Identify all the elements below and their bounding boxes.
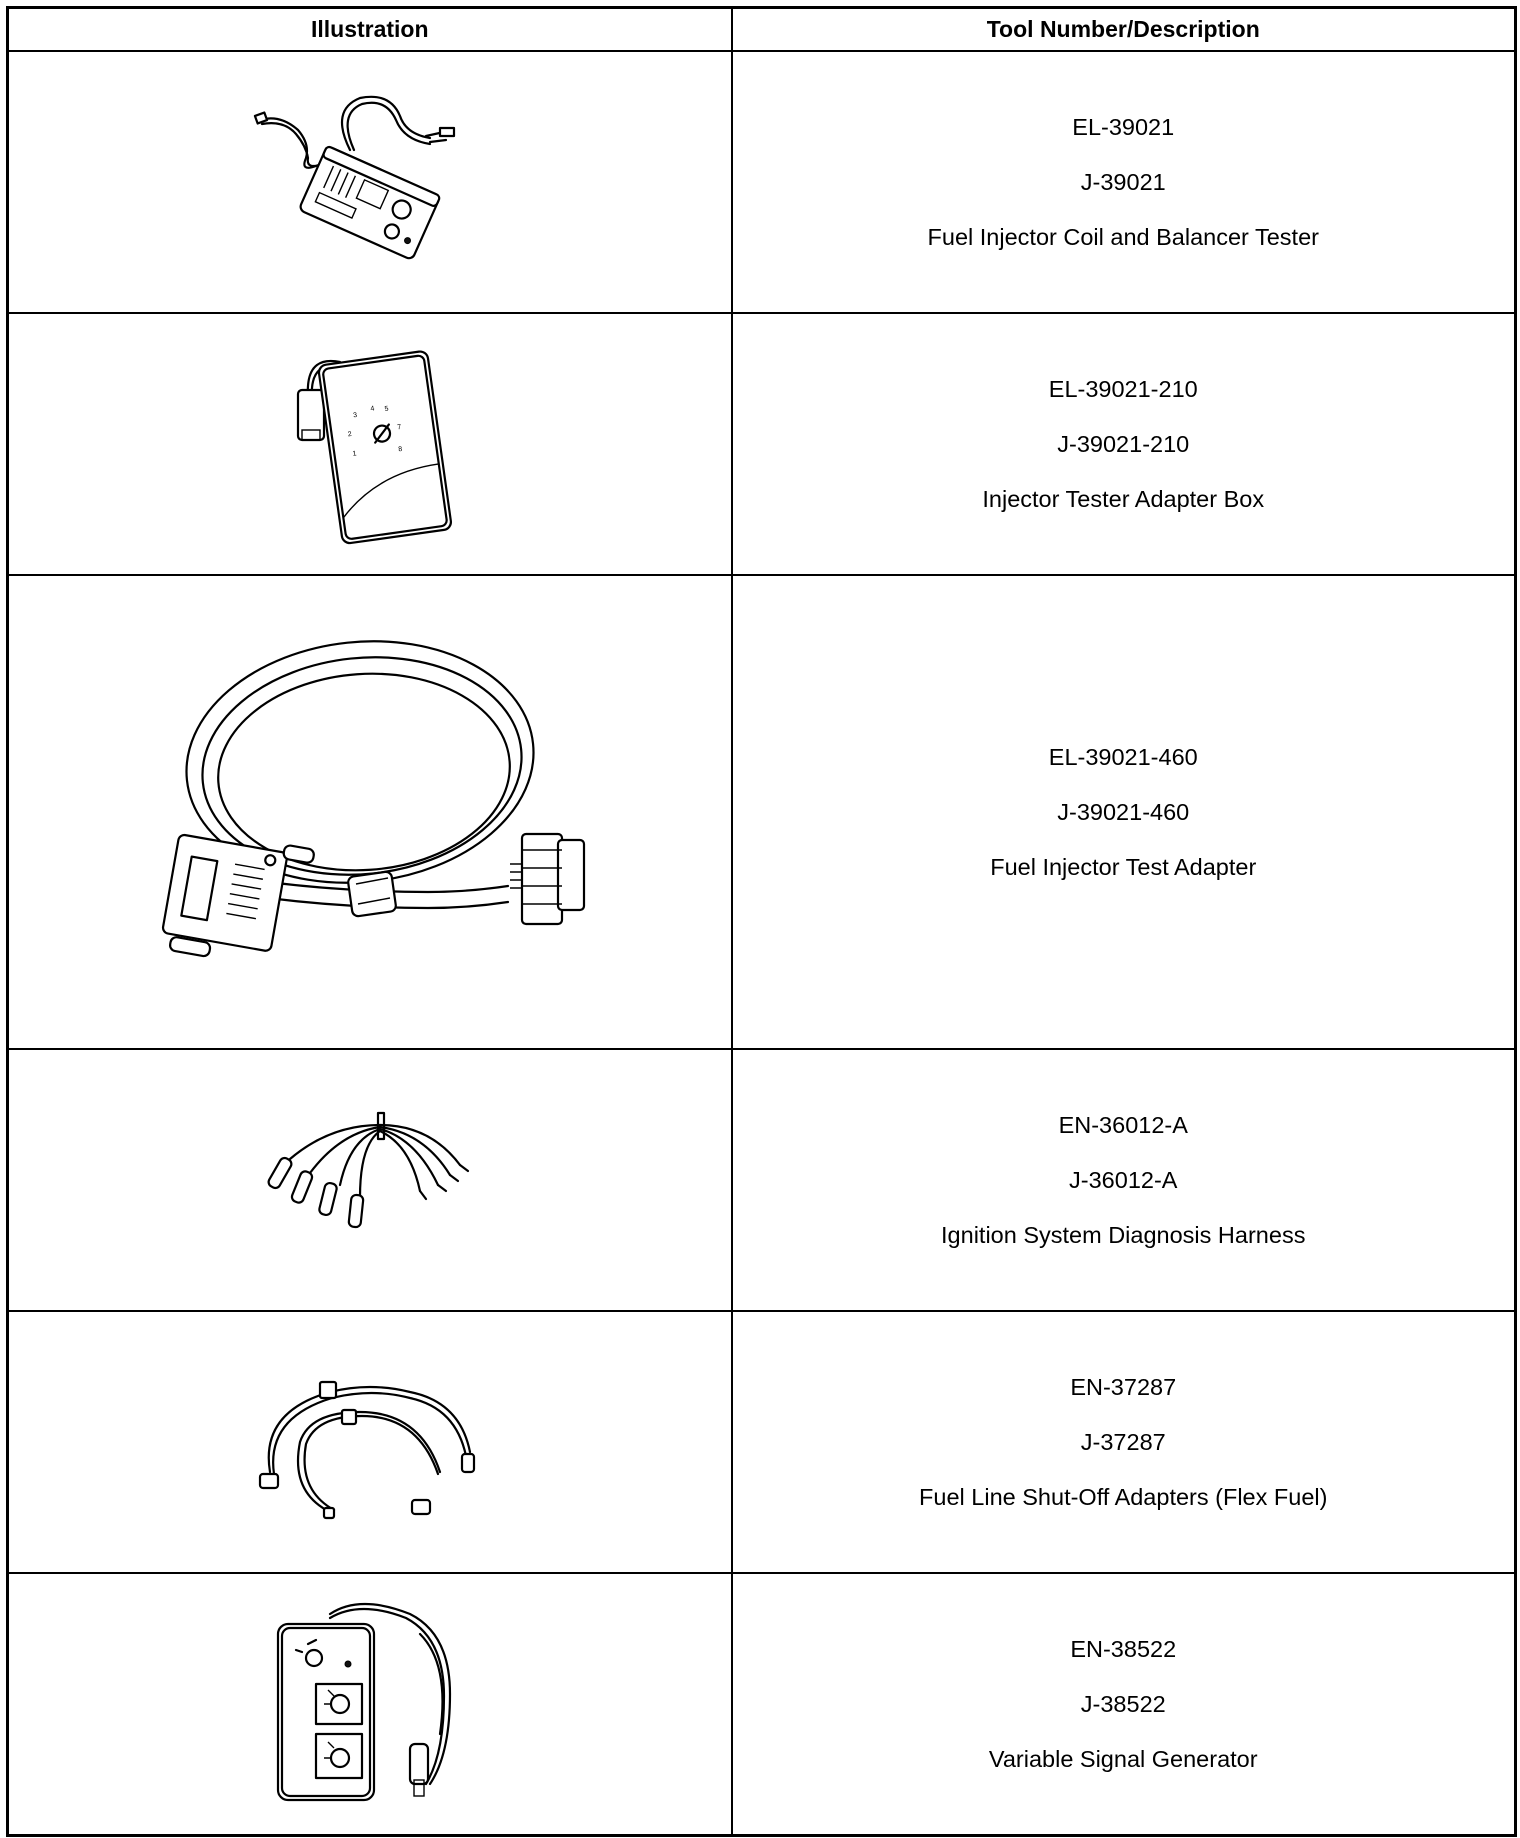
illustration-cell <box>8 575 732 1049</box>
tool-description: Fuel Line Shut-Off Adapters (Flex Fuel) <box>919 1483 1328 1510</box>
illustration-cell <box>8 313 732 575</box>
tool-description-cell <box>732 51 1516 313</box>
tool-description: Fuel Injector Test Adapter <box>990 853 1257 880</box>
tool-column-header: Tool Number/Description <box>732 8 1516 52</box>
j-tool-number: J-36012-A <box>1069 1166 1178 1193</box>
table-row <box>8 1311 1516 1573</box>
tool-description: Variable Signal Generator <box>988 1745 1258 1772</box>
dial-label: 8 <box>397 445 403 454</box>
table-row <box>8 575 1516 1049</box>
j-tool-number: J-37287 <box>1080 1428 1166 1455</box>
table-header-row <box>8 8 1516 52</box>
illustration-cell <box>8 1049 732 1311</box>
illustration-cell <box>8 1573 732 1836</box>
table-row <box>8 1049 1516 1311</box>
el-tool-number: EN-38522 <box>1070 1635 1177 1662</box>
illustration-cell <box>8 51 732 313</box>
j-tool-number: J-39021-460 <box>1057 798 1190 825</box>
el-tool-number: EL-39021 <box>1072 113 1175 140</box>
tool-description: Fuel Injector Coil and Balancer Tester <box>927 223 1319 250</box>
j-tool-number: J-39021 <box>1080 168 1166 195</box>
table-row <box>8 51 1516 313</box>
tool-description-cell <box>732 1049 1516 1311</box>
variable-signal-generator-icon <box>270 1594 470 1814</box>
tool-description: Ignition System Diagnosis Harness <box>941 1221 1306 1248</box>
illustration-cell <box>8 1311 732 1573</box>
injector-tester-adapter-box-icon <box>280 334 460 554</box>
tool-description-cell <box>732 1573 1516 1836</box>
dial-label: 2 <box>347 430 352 439</box>
dial-label: 1 <box>351 450 357 458</box>
el-tool-number: EL-39021-210 <box>1048 375 1198 402</box>
dial-label: 4 <box>369 405 375 413</box>
fuel-injector-coil-balancer-tester-icon <box>250 92 490 272</box>
j-tool-number: J-39021-210 <box>1057 430 1190 457</box>
ignition-diagnosis-harness-icon <box>250 1105 490 1255</box>
table-row <box>8 313 1516 575</box>
tool-description-cell <box>732 575 1516 1049</box>
tool-description-cell <box>732 313 1516 575</box>
el-tool-number: EL-39021-460 <box>1048 743 1198 770</box>
table-row <box>8 1573 1516 1836</box>
el-tool-number: EN-37287 <box>1070 1373 1177 1400</box>
illustration-column-header: Illustration <box>8 8 732 52</box>
fuel-injector-test-adapter-cable-icon <box>150 612 590 1012</box>
tool-description-cell <box>732 1311 1516 1573</box>
j-tool-number: J-38522 <box>1080 1690 1166 1717</box>
el-tool-number: EN-36012-A <box>1058 1111 1188 1138</box>
dial-label: 7 <box>396 423 402 432</box>
tool-description: Injector Tester Adapter Box <box>982 485 1265 512</box>
dial-label: 5 <box>383 405 389 413</box>
fuel-line-shutoff-adapters-icon <box>250 1362 490 1522</box>
dial-label: 3 <box>352 411 358 420</box>
special-tools-table <box>6 6 1517 1837</box>
